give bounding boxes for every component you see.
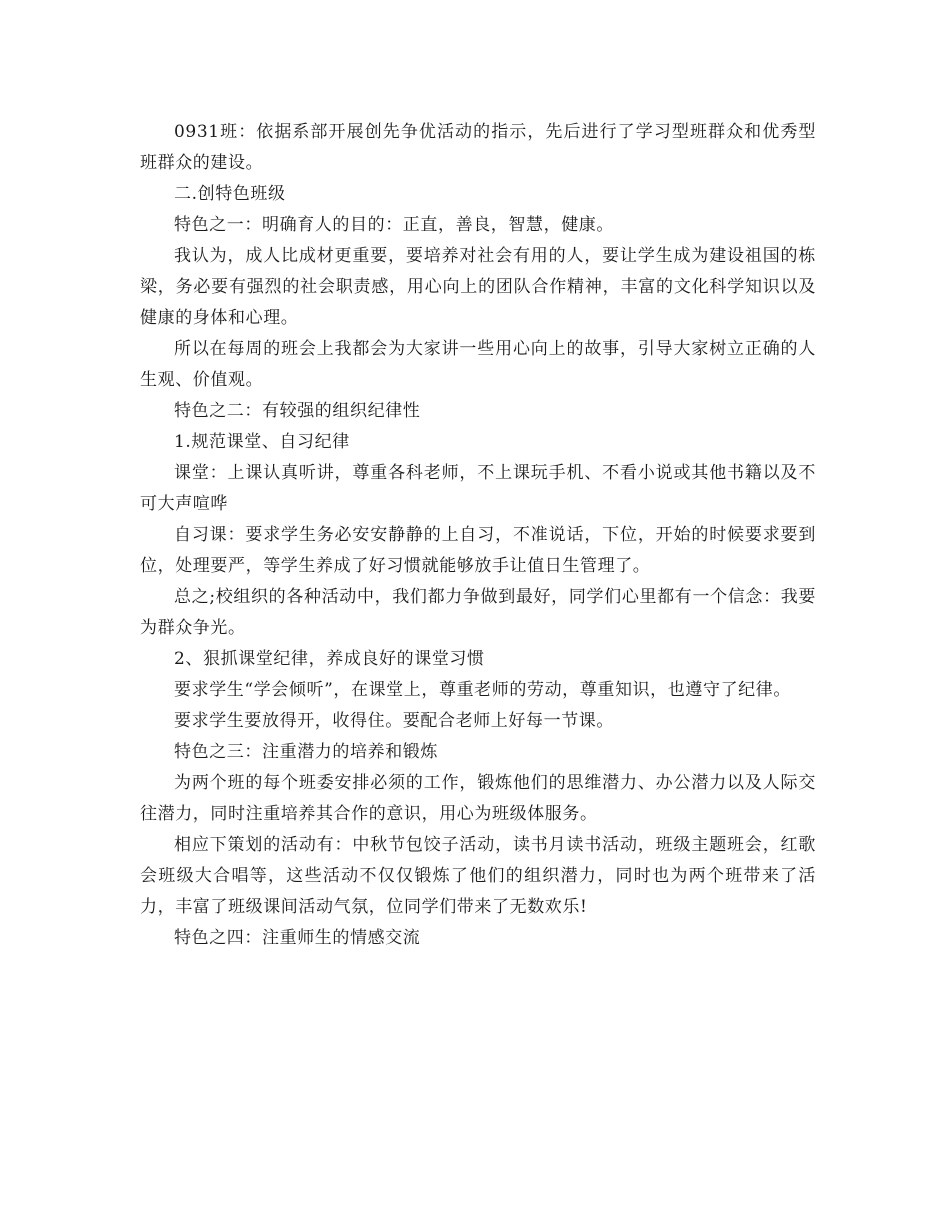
paragraph-class-0931: 0931班：依据系部开展创先争优活动的指示，先后进行了学习型班群众和优秀型班群众的建设。 <box>140 122 816 173</box>
subheading-classroom-habits: 2、狠抓课堂纪律，养成良好的课堂习惯 <box>174 649 485 669</box>
paragraph-summary: 总之;校组织的各种活动中，我们都力争做到最好，同学们心里都有一个信念：我要为群众争光。 <box>140 587 816 638</box>
paragraph-activities: 相应下策划的活动有：中秋节包饺子活动，读书月读书活动，班级主题班会，红歌会班级大合唱等，这些活动不仅仅锻炼了他们的组织潜力，同时也为两个班带来了活力，丰富了班级课间活动气氛，位同学们带来了无数欢乐! <box>140 835 816 917</box>
document-body <box>140 117 816 954</box>
paragraph-learn-to-listen: 要求学生“学会倾听”，在课堂上，尊重老师的劳动，尊重知识，也遵守了纪律。 <box>174 680 791 700</box>
paragraph-self-study: 自习课：要求学生务必安安静静的上自习，不准说话，下位，开始的时候要求要到位，处理要严，等学生养成了好习惯就能够放手让值日生管理了。 <box>140 525 816 576</box>
paragraph-cooperate: 要求学生要放得开，收得住。要配合老师上好每一节课。 <box>174 711 614 731</box>
feature-one-heading: 特色之一：明确育人的目的：正直，善良，智慧，健康。 <box>174 215 614 235</box>
section-heading-feature-class: 二.创特色班级 <box>174 184 286 204</box>
feature-four-heading: 特色之四：注重师生的情感交流 <box>174 928 421 948</box>
paragraph-classroom-rules: 课堂：上课认真听讲，尊重各科老师，不上课玩手机、不看小说或其他书籍以及不可大声喧哗 <box>140 463 816 514</box>
feature-two-heading: 特色之二：有较强的组织纪律性 <box>174 401 421 421</box>
paragraph-weekly-meeting: 所以在每周的班会上我都会为大家讲一些用心向上的故事，引导大家树立正确的人生观、价值观。 <box>140 339 816 390</box>
subheading-classroom-discipline: 1.规范课堂、自习纪律 <box>174 432 350 452</box>
paragraph-education-goal: 我认为，成人比成材更重要，要培养对社会有用的人，要让学生成为建设祖国的栋梁，务必要有强烈的社会职责感，用心向上的团队合作精神，丰富的文化科学知识以及健康的身体和心理。 <box>140 246 816 328</box>
paragraph-committee-work: 为两个班的每个班委安排必须的工作，锻炼他们的思维潜力、办公潜力以及人际交往潜力，同时注重培养其合作的意识，用心为班级体服务。 <box>140 773 816 824</box>
feature-three-heading: 特色之三：注重潜力的培养和锻炼 <box>174 742 438 762</box>
